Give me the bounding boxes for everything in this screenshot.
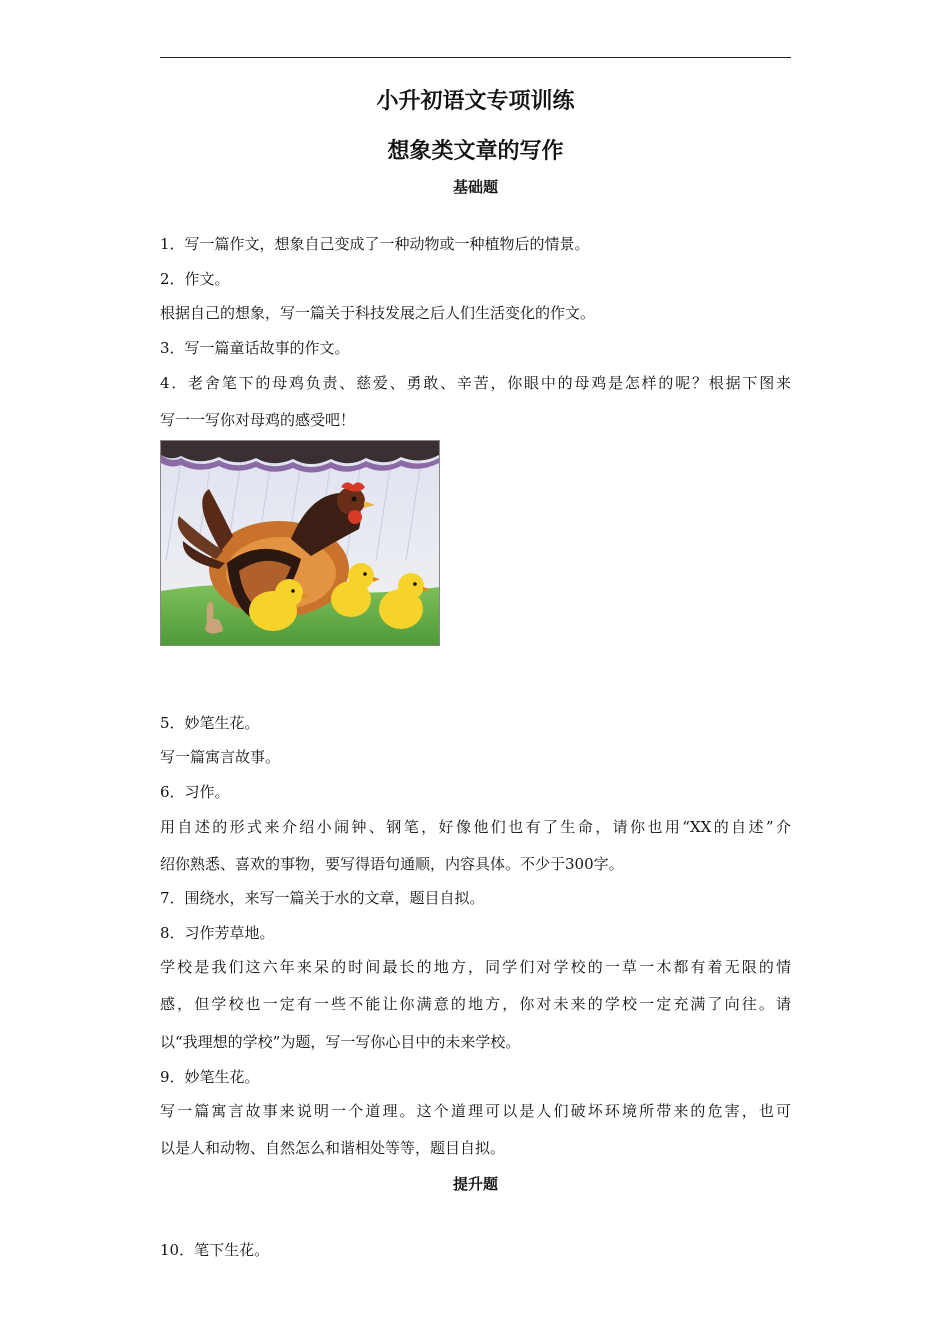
- question-10: 10．笔下生花。: [160, 1241, 270, 1259]
- question-5: 5．妙笔生花。: [160, 714, 260, 732]
- question-4-line-2: 写一一写你对母鸡的感受吧！: [160, 411, 356, 429]
- question-6-line-1: 用自述的形式来介绍小闹钟、钢笔，好像他们也有了生命，请你也用“XX的自述”介: [160, 818, 791, 836]
- question-8: 8．习作芳草地。: [160, 924, 275, 942]
- question-2-body: 根据自己的想象，写一篇关于科技发展之后人们生活变化的作文。: [160, 304, 596, 322]
- question-9-line-2: 以是人和动物、自然怎么和谐相处等等，题目自拟。: [160, 1139, 506, 1157]
- question-8-line-3: 以“我理想的学校”为题，写一写你心目中的未来学校。: [160, 1033, 521, 1051]
- header-rule: [160, 57, 791, 58]
- question-6-line-2: 绍你熟悉、喜欢的事物，要写得语句通顺，内容具体。不少于300字。: [160, 855, 624, 873]
- page-title: 小升初语文专项训练: [376, 89, 575, 114]
- question-6: 6．习作。: [160, 783, 230, 801]
- question-9: 9．妙笔生花。: [160, 1068, 260, 1086]
- section-heading-advanced: 提升题: [452, 1175, 498, 1193]
- page-subtitle: 想象类文章的写作: [387, 139, 564, 164]
- question-4-line-1: 4．老舍笔下的母鸡负责、慈爱、勇敢、辛苦，你眼中的母鸡是怎样的呢？根据下图来: [160, 374, 791, 392]
- section-heading-basic: 基础题: [452, 178, 498, 196]
- question-7: 7．围绕水，来写一篇关于水的文章，题目自拟。: [160, 889, 485, 907]
- question-1: 1．写一篇作文，想象自己变成了一种动物或一种植物后的情景。: [160, 235, 590, 253]
- hen-and-chicks-illustration: [160, 440, 440, 646]
- question-2: 2．作文。: [160, 270, 230, 288]
- question-3: 3．写一篇童话故事的作文。: [160, 339, 350, 357]
- question-8-line-2: 感，但学校也一定有一些不能让你满意的地方，你对未来的学校一定充满了向往。请: [160, 995, 791, 1013]
- question-8-line-1: 学校是我们这六年来呆的时间最长的地方，同学们对学校的一草一木都有着无限的情: [160, 958, 791, 976]
- question-5-body: 写一篇寓言故事。: [160, 748, 281, 766]
- question-9-line-1: 写一篇寓言故事来说明一个道理。这个道理可以是人们破坏环境所带来的危害，也可: [160, 1102, 791, 1120]
